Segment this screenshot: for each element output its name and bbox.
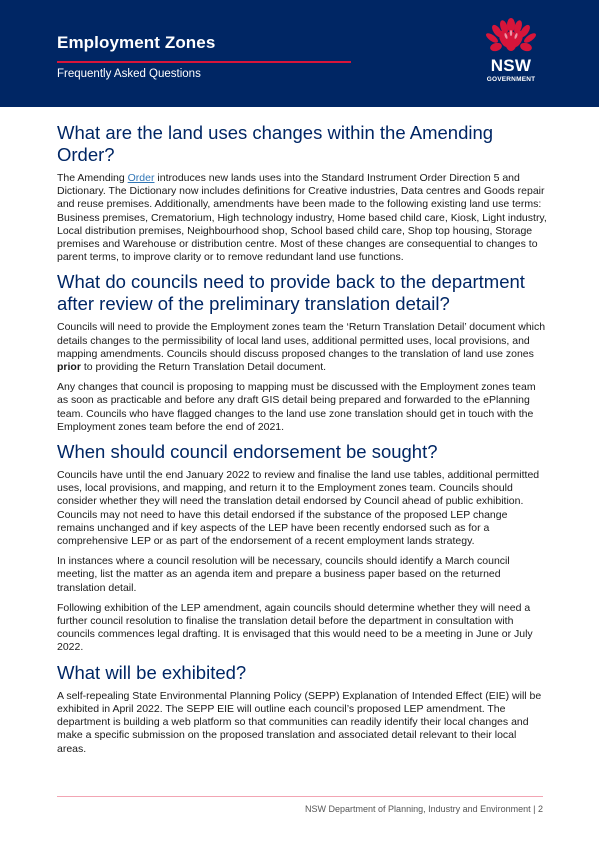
document-subtitle: Frequently Asked Questions (57, 68, 201, 80)
bold-text: prior (57, 361, 81, 374)
order-link[interactable]: Order (127, 172, 155, 184)
text-span: introduces new lands uses into the Standard Instrument Order Direction 5 and Dictionary. The Dictionary now includes definitions for Creative industries, Data centres and Goods repair and reuse premises. Additionally, amendments have been made to the following existing land use terms: Business premises, Crematorium, High technology industry, Home based child care, Kiosk, Light industry, Local distribution premises, Neighbourhood shop, School based child care, Shop top housing, Storage premises and Warehouse or distribution centre. Most of these changes are consequential to changes to parent terms, to improve clarity or to remove redundant land use functions. (57, 172, 547, 264)
document-title: Employment Zones (57, 33, 216, 52)
footer-page-info: NSW Department of Planning, Industry and Environment | 2 (305, 804, 543, 814)
paragraph (57, 321, 547, 374)
section-exhibition (57, 662, 547, 756)
logo-subtext: GOVERNMENT (486, 76, 536, 83)
paragraph: In instances where a council resolution will be necessary, councils should identify a March council meeting, list the matter as an agenda item and prepare a business paper based on the returned translation detail. (57, 555, 510, 594)
section-heading: When should council endorsement be sought? (57, 441, 438, 463)
title-underline (57, 61, 351, 63)
text-span: The Amending (57, 172, 128, 184)
text-span: to providing the Return Translation Detail document. (80, 361, 327, 374)
text-span: Councils will need to provide the Employment zones team the ‘Return Translation Detail’ document which details changes to the permissibility of local land uses, additional permitted uses, local provisions, and mapping amendments. Councils should discuss proposed changes to the translation of land use zones (57, 321, 546, 360)
paragraph: A self-repealing State Environmental Planning Policy (SEPP) Explanation of Intended Effect (EIE) will be exhibited in April 2022. The SEPP EIE will outline each council’s proposed LEP amendment. The department is building a web platform so that communities can readily identify their local changes and make a specific submission on the proposed translation and associated detail relevant to their local areas. (57, 689, 542, 755)
section-heading: What do councils need to provide back to the department after review of the preliminary translation detail? (57, 271, 525, 315)
paragraph: Any changes that council is proposing to mapping must be discussed with the Employment zones team as soon as practicable and before any draft GIS detail being prepared and forwarded to the ePlanning team. Councils who have flagged changes to the land use zone translation should get in touch with the Employment zones team before the end of 2021. (57, 381, 536, 433)
section-heading: What will be exhibited? (57, 661, 247, 683)
paragraph: Following exhibition of the LEP amendment, again councils should determine whether they will need a further council resolution to finalise the translation detail before the department in consultation with councils commences legal drafting. It is envisaged that this would need to be a meeting in June or July 2022. (57, 601, 533, 654)
section-land-use-changes (57, 122, 547, 264)
document-body (57, 122, 547, 763)
section-council-endorsement (57, 441, 547, 655)
section-return-translation (57, 271, 547, 434)
paragraph (57, 172, 547, 264)
section-heading: What are the land uses changes within the Amending Order? (57, 122, 494, 165)
nsw-government-logo (478, 17, 544, 93)
logo-wordmark: NSW (490, 56, 532, 75)
paragraph: Councils have until the end January 2022 to review and finalise the land use tables, additional permitted uses, local provisions, and mapping, and return it to the Employment zones team. Councils should consider whether they will need the translation detail endorsed by Council ahead of public exhibition. Councils may not need to have this detail endorsed if the substance of the proposed LEP change remains unchanged and if key aspects of the LEP have been recently endorsed such as for a comprehensive LEP or as part of the endorsement of a recent employment lands strategy. (57, 469, 540, 548)
page-header (0, 0, 599, 107)
footer-divider (57, 796, 543, 797)
waratah-icon (485, 17, 537, 57)
